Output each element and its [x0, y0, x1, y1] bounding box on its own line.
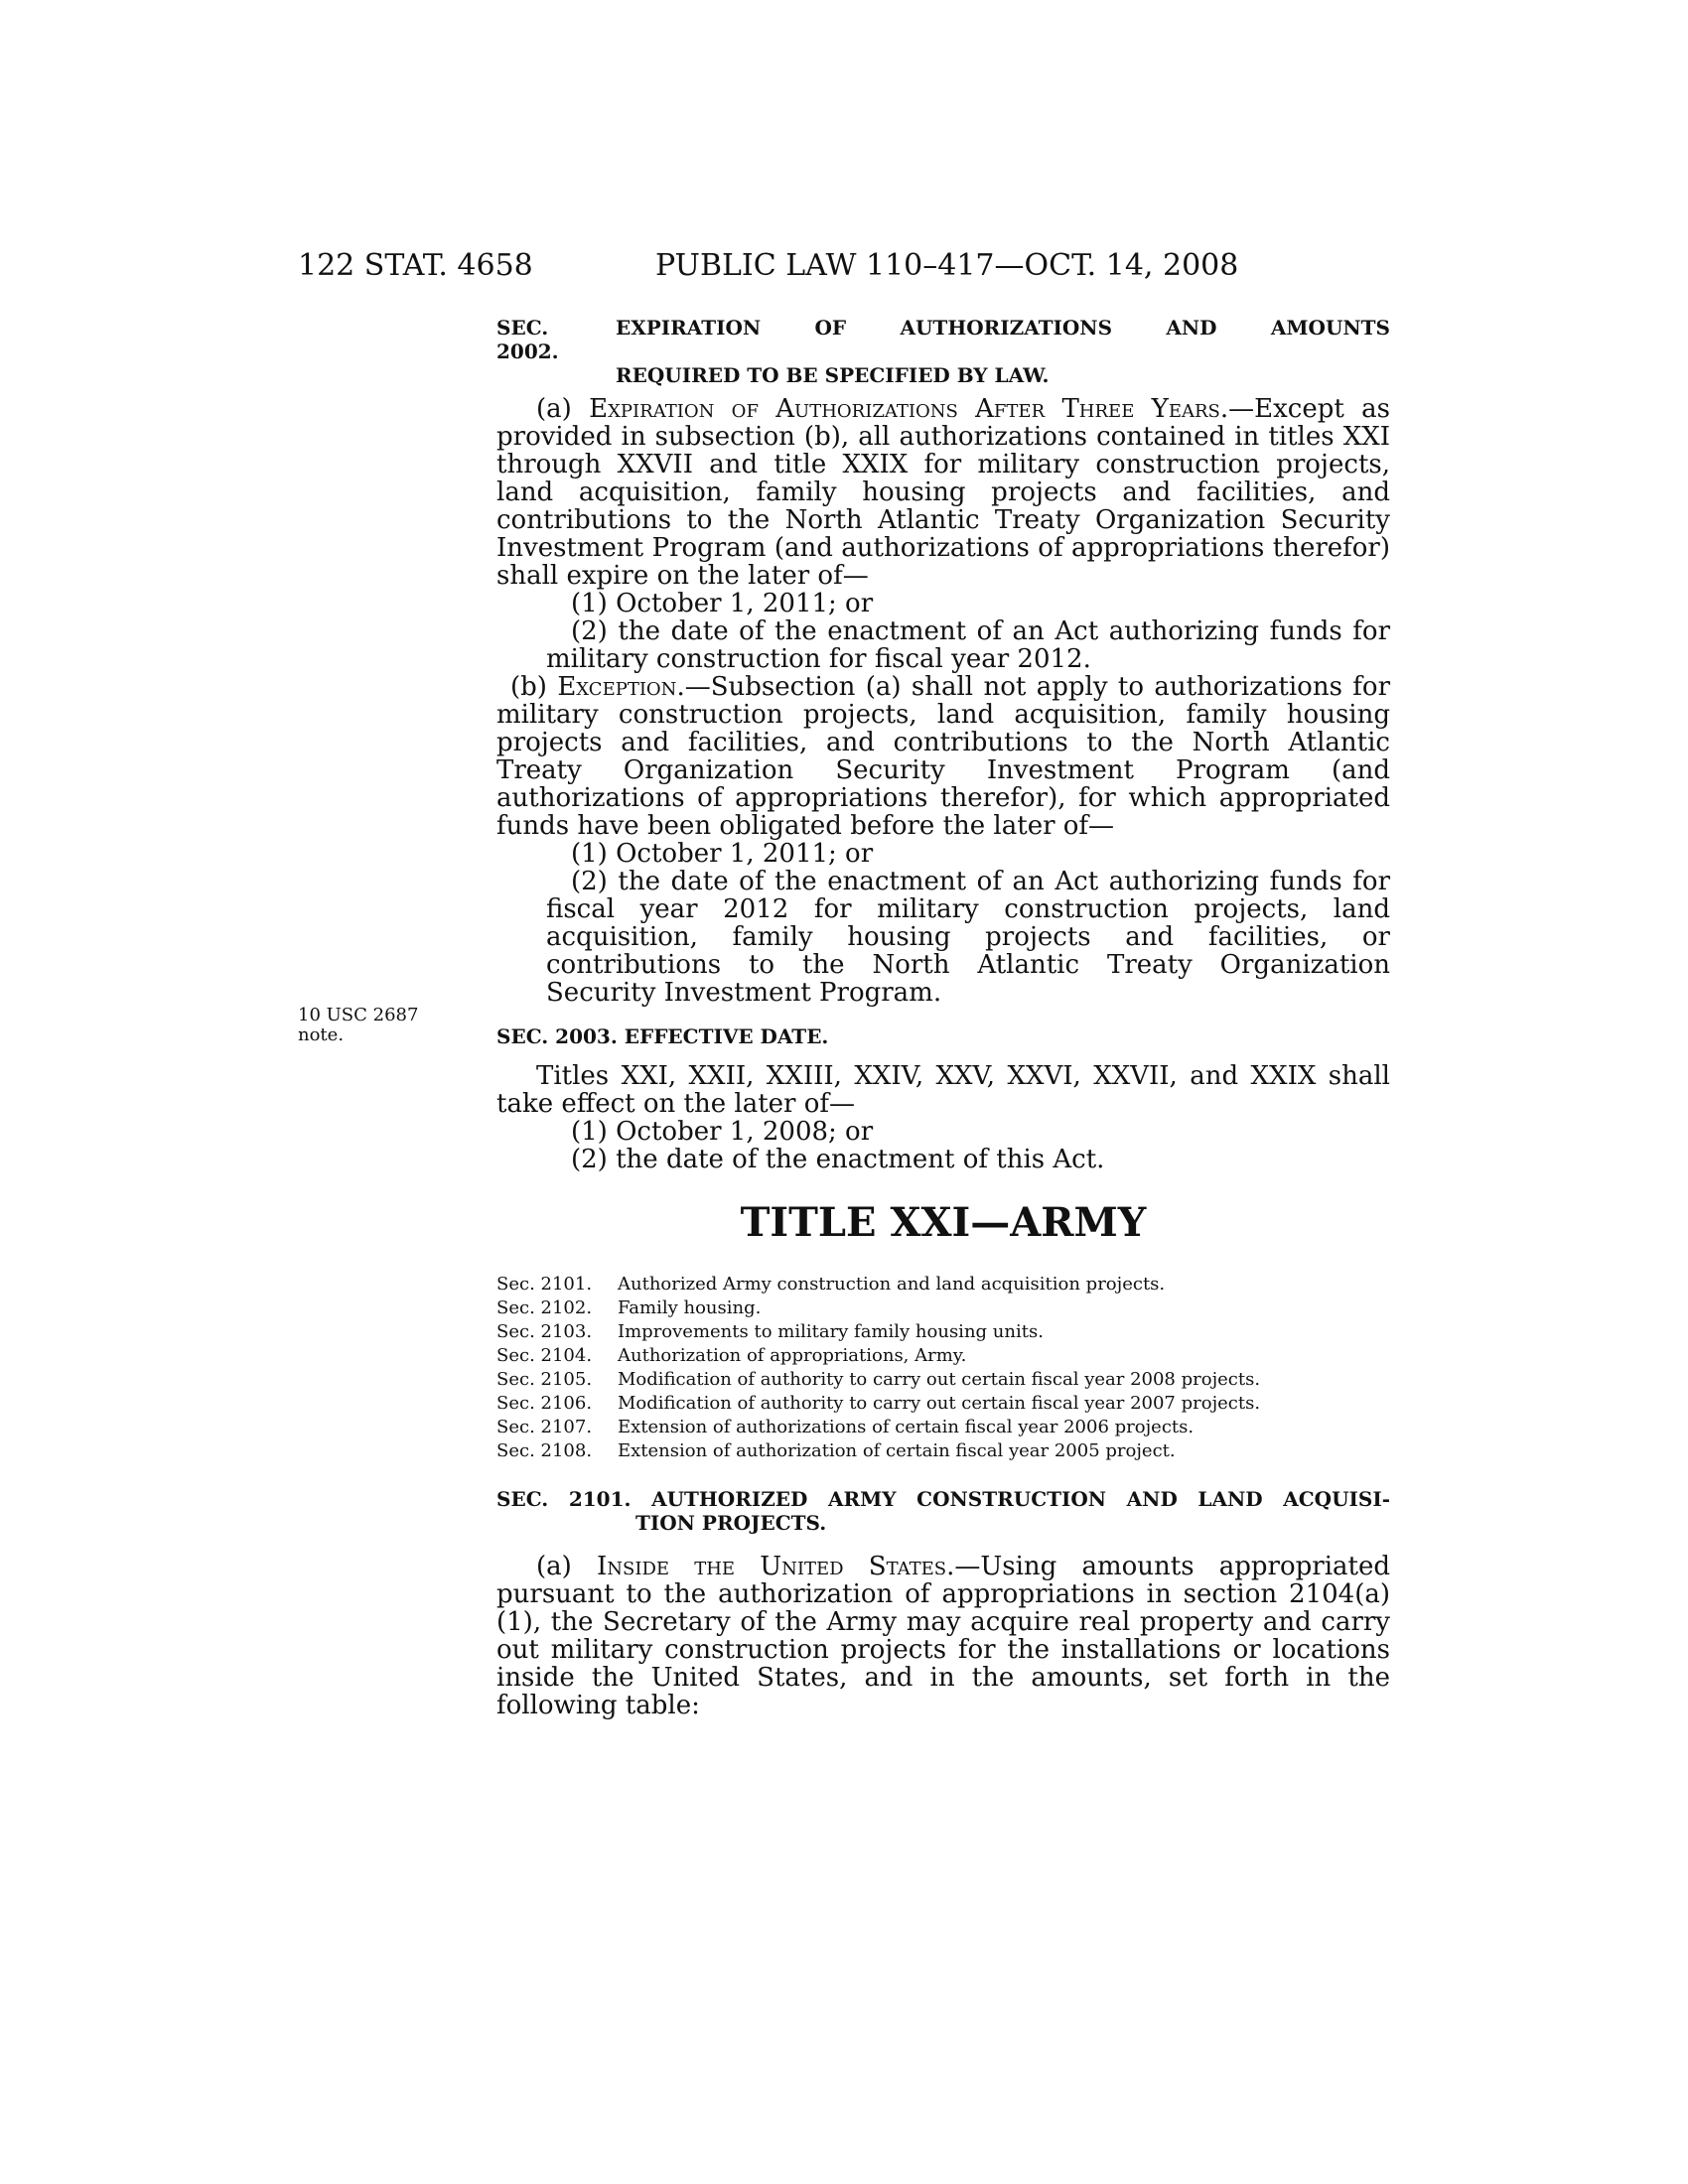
stat-page-number: 122 STAT. 4658 — [298, 248, 533, 283]
toc-section-number: Sec. 2102. — [496, 1297, 593, 1318]
subsection-a-title: Expiration of Authorizations After Three Years — [589, 394, 1220, 424]
sec-2002-subsection-a — [496, 395, 1390, 590]
toc-row — [496, 1392, 1390, 1416]
sec-2101-title-line2: TION PROJECTS. — [635, 1511, 827, 1535]
sec-2003-text: Titles XXI, XXII, XXIII, XXIV, XXV, XXVI, XXVII, and XXIX shall take effect on the later of— — [496, 1061, 1390, 1119]
subsection-b-label: (b) — [510, 672, 558, 702]
toc-row — [496, 1297, 1390, 1320]
toc-section-number: Sec. 2104. — [496, 1345, 593, 1366]
sec-2002-subsection-b — [496, 673, 1390, 840]
toc-section-title: Modification of authority to carry out certain fiscal year 2007 projects. — [618, 1393, 1261, 1414]
toc-section-title: Modification of authority to carry out certain fiscal year 2008 projects. — [618, 1369, 1261, 1390]
toc-section-title: Improvements to military family housing units. — [618, 1321, 1044, 1342]
table-of-contents — [496, 1273, 1390, 1463]
sec-2002-a-item-2: (2) the date of the enactment of an Act authorizing funds for military construction for fiscal year 2012. — [546, 616, 1390, 674]
toc-row — [496, 1273, 1390, 1297]
sec-2101-title-line1: SEC. 2101. AUTHORIZED ARMY CONSTRUCTION AND LAND ACQUISI- — [496, 1487, 1390, 1511]
subsection-a-text: .—Except as provided in subsection (b), all authorizations contained in titles XXI through XXVII and title XXIX for military construction projects, land acquisition, family housing projects and facilities, and contributions to the North Atlantic Treaty Organization Security Investment Program (and authorizations of appropriations therefor) shall expire on the later of— — [496, 394, 1391, 591]
sec-2003-item-2: (2) the date of the enactment of this Act. — [571, 1145, 1105, 1174]
sec-2002-b-item-2: (2) the date of the enactment of an Act authorizing funds for fiscal year 2012 for military construction projects, land acquisition, family housing projects and facilities, or contributions to the North Atlantic Treaty Organization Security Investment Program. — [546, 867, 1390, 1008]
toc-section-title: Extension of authorizations of certain fiscal year 2006 projects. — [618, 1417, 1195, 1437]
running-head-title: PUBLIC LAW 110–417—OCT. 14, 2008 — [655, 248, 1239, 283]
subsection-b-text: .—Subsection (a) shall not apply to authorizations for military construction projects, land acquisition, family housing projects and facilities, and contributions to the North Atlantic Treaty Organization Security Investment Program (and authorizations of appropriations therefor), for which appropriated funds have been obligated before the later of— — [496, 672, 1390, 841]
sec-2002-b-item-1: (1) October 1, 2011; or — [571, 839, 874, 869]
toc-section-number: Sec. 2106. — [496, 1393, 593, 1414]
toc-section-number: Sec. 2107. — [496, 1417, 593, 1437]
toc-section-number: Sec. 2101. — [496, 1274, 593, 1295]
toc-section-title: Authorization of appropriations, Army. — [618, 1345, 967, 1366]
subsection-a-title: Inside the United States — [596, 1552, 947, 1581]
page-header — [298, 248, 1390, 288]
margin-note-label: note. — [298, 1024, 345, 1045]
sec-2002-heading — [496, 316, 1390, 387]
subsection-a-text: .—Using amounts appropriated pursuant to the authorization of appropriations in section 2104(a)(1), the Secretary of the Army may acquire real property and carry out military construction projects for the installations or locations inside the United States, and in the amounts, set forth in the following table: — [496, 1552, 1390, 1720]
sec-2101-heading — [496, 1487, 1390, 1535]
sec-2002-title-line2: REQUIRED TO BE SPECIFIED BY LAW. — [616, 363, 1050, 387]
title-heading: TITLE XXI—ARMY — [740, 1199, 1147, 1246]
subsection-b-title: Exception — [557, 672, 677, 702]
toc-section-number: Sec. 2103. — [496, 1321, 593, 1342]
subsection-a-label: (a) — [536, 1552, 597, 1581]
toc-row — [496, 1344, 1390, 1368]
toc-section-title: Authorized Army construction and land acquisition projects. — [618, 1274, 1166, 1295]
margin-note-citation: 10 USC 2687 — [298, 1005, 419, 1025]
main-text — [496, 316, 1390, 1719]
toc-row — [496, 1320, 1390, 1344]
sec-2002-a-item-1: (1) October 1, 2011; or — [571, 589, 874, 618]
toc-section-title: Family housing. — [618, 1297, 762, 1318]
sec-2101-subsection-a — [496, 1553, 1390, 1719]
toc-section-number: Sec. 2105. — [496, 1369, 593, 1390]
margin-note — [298, 1006, 467, 1045]
sec-2003-heading: SEC. 2003. EFFECTIVE DATE. — [496, 1024, 829, 1048]
sec-2002-number: SEC. 2002. — [496, 316, 559, 363]
toc-row — [496, 1368, 1390, 1392]
toc-section-title: Extension of authorization of certain fiscal year 2005 project. — [618, 1440, 1176, 1461]
sec-2003-item-1: (1) October 1, 2008; or — [571, 1117, 874, 1147]
toc-row — [496, 1416, 1390, 1439]
sec-2002-title-line1: EXPIRATION OF AUTHORIZATIONS AND AMOUNTS — [616, 316, 1390, 340]
toc-section-number: Sec. 2108. — [496, 1440, 593, 1461]
toc-row — [496, 1439, 1390, 1463]
subsection-a-label: (a) — [536, 394, 590, 424]
